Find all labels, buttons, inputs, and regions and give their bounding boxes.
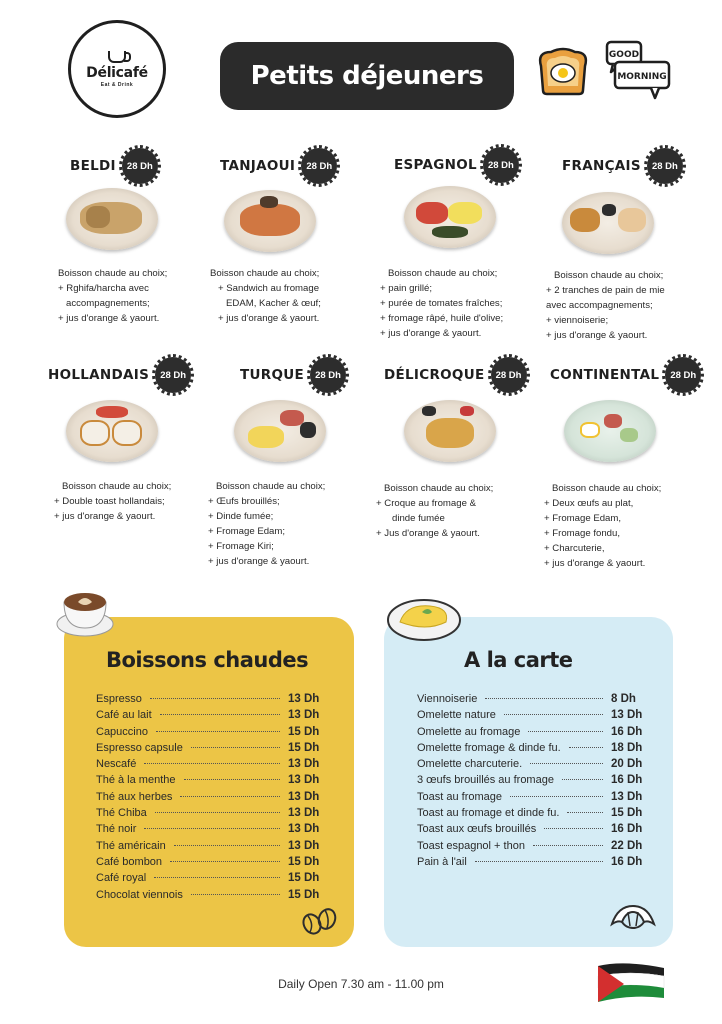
croissant-icon [608,900,658,934]
menu-item [96,872,322,888]
dotted-leader [160,714,280,715]
delicroque-plate-image [404,400,496,462]
breakfast-name: TANJAOUI [220,158,296,174]
price-badge: 28 Dh [155,357,191,393]
breakfast-delicroque [384,357,527,393]
breakfast-continental [550,357,701,393]
dotted-leader [504,714,603,715]
cappuccino-cup-icon [54,584,116,640]
breakfast-beldi [70,148,158,184]
menu-item [417,807,645,823]
dotted-leader [191,747,280,748]
breakfast-name: CONTINENTAL [550,367,660,383]
menu-item [96,840,322,856]
price-badge: 28 Dh [310,357,346,393]
menu-item [417,742,645,758]
menu-item-price: 13 Dh [288,839,320,852]
dotted-leader [544,828,603,829]
breakfast-description: Boisson chaude au choix; + Rghifa/harcha avec accompagnements; + jus d'orange & yaourt. [58,268,168,324]
menu-item [417,774,645,790]
breakfast-description: Boisson chaude au choix; + Œufs brouillés; + Dinde fumée; + Fromage Edam; + Fromage Kiri; + jus d'orange & yaourt. [208,481,326,567]
morning-text: MORNING [617,72,667,82]
menu-item-price: 15 Dh [288,855,320,868]
page-title-banner [220,42,514,110]
palestine-flag-icon [594,960,668,1006]
menu-item-price: 13 Dh [288,758,320,771]
menu-item [96,693,322,709]
menu-item [417,791,645,807]
menu-item-name: Café au lait [96,709,152,722]
price-badge: 28 Dh [647,148,683,184]
breakfast-description: Boisson chaude au choix; + Sandwich au fromage EDAM, Kacher & œuf; + jus d'orange & yaourt. [210,268,321,324]
menu-item-price: 15 Dh [288,741,320,754]
dotted-leader [530,763,603,764]
menu-item-name: Viennoiserie [417,693,478,705]
menu-item [96,791,322,807]
omelette-plate-icon [386,592,464,644]
menu-item-name: Thé Chiba [96,807,147,820]
dotted-leader [174,845,280,846]
menu-item-name: Pain à l'ail [417,855,467,868]
breakfast-francais [562,148,683,184]
opening-hours: Daily Open 7.30 am - 11.00 pm [278,977,444,991]
menu-item-price: 15 Dh [611,807,643,820]
menu-item [96,774,322,790]
menu-item-price: 15 Dh [288,725,320,738]
menu-item-name: Toast aux œufs brouillés [417,823,537,836]
menu-item [96,823,322,839]
menu-item-name: Café bombon [96,855,163,868]
menu-item-name: Thé américain [96,839,166,852]
dotted-leader [184,779,281,780]
page-title: Petits déjeuners [250,61,484,91]
good-morning-bubble-icon [605,40,671,102]
breakfast-name: BELDI [70,158,116,174]
menu-item-price: 16 Dh [611,823,643,836]
menu-item-name: Thé à la menthe [96,774,176,787]
menu-item-name: Omelette au fromage [417,725,521,738]
menu-item-name: Chocolat viennois [96,888,183,901]
menu-item-name: Café royal [96,872,147,885]
dotted-leader [567,812,603,813]
breakfast-name: DÉLICROQUE [384,367,485,383]
breakfast-name: HOLLANDAIS [48,367,150,383]
menu-item [417,726,645,742]
price-badge: 28 Dh [122,148,158,184]
menu-item-price: 13 Dh [288,709,320,722]
brand-logo [68,20,166,118]
good-text: GOOD [608,50,640,60]
menu-item-name: 3 œufs brouillés au fromage [417,774,554,787]
menu-item-name: Toast au fromage [417,790,502,803]
menu-item [417,758,645,774]
hot-drinks-title: Boissons chaudes [106,648,309,672]
menu-item-name: Capuccino [96,725,148,738]
dotted-leader [475,861,603,862]
dotted-leader [150,698,280,699]
continental-plate-image [564,400,656,462]
breakfast-hollandais [48,357,191,393]
menu-item-price: 18 Dh [611,741,643,754]
menu-item-name: Thé noir [96,823,137,836]
menu-item [417,856,645,872]
toast-egg-icon [533,46,593,98]
hot-drinks-list [96,693,322,905]
breakfast-name: FRANÇAIS [562,158,641,174]
menu-item [417,693,645,709]
menu-item-price: 13 Dh [611,709,643,722]
menu-item-name: Toast au fromage et dinde fu. [417,807,560,820]
menu-item-price: 8 Dh [611,693,636,705]
menu-item-price: 16 Dh [611,774,643,787]
menu-item [96,742,322,758]
menu-item-price: 20 Dh [611,758,643,771]
breakfast-name: TURQUE [240,367,305,383]
dotted-leader [144,828,280,829]
dotted-leader [191,894,280,895]
price-badge: 28 Dh [301,148,337,184]
menu-item-name: Omelette nature [417,709,496,722]
menu-item-name: Omelette fromage & dinde fu. [417,741,561,754]
francais-plate-image [562,192,654,254]
menu-item-name: Thé aux herbes [96,790,173,803]
menu-item [417,823,645,839]
espagnol-plate-image [404,186,496,248]
dotted-leader [569,747,603,748]
breakfast-description: Boisson chaude au choix; + Croque au fromage & dinde fumée + Jus d'orange & yaourt. [376,483,494,539]
menu-item-price: 15 Dh [288,888,320,901]
menu-item [417,840,645,856]
breakfast-description: Boisson chaude au choix; + 2 tranches de pain de mie avec accompagnements; + viennoiserie; + jus d'orange & yaourt. [546,270,665,341]
breakfast-description: Boisson chaude au choix; + Double toast hollandais; + jus d'orange & yaourt. [54,481,172,522]
dotted-leader [562,779,603,780]
menu-item-price: 13 Dh [288,693,320,705]
menu-item-price: 22 Dh [611,839,643,852]
price-badge: 28 Dh [665,357,701,393]
coffee-cup-icon [108,51,126,63]
menu-item [96,889,322,905]
menu-item-price: 15 Dh [288,872,320,885]
breakfast-description: Boisson chaude au choix; + pain grillé; + purée de tomates fraîches; + fromage râpé, huile d'olive; + jus d'orange & yaourt. [380,268,504,339]
dotted-leader [528,731,603,732]
menu-item [96,726,322,742]
menu-item-price: 13 Dh [288,774,320,787]
dotted-leader [510,796,603,797]
breakfast-description: Boisson chaude au choix; + Deux œufs au plat, + Fromage Edam, + Fromage fondu, + Charcuterie, + jus d'orange & yaourt. [544,483,662,569]
dotted-leader [144,763,280,764]
menu-item-price: 13 Dh [288,823,320,836]
dotted-leader [180,796,280,797]
menu-item [96,807,322,823]
menu-item-price: 16 Dh [611,725,643,738]
dotted-leader [533,845,603,846]
dotted-leader [485,698,603,699]
coffee-beans-icon [300,906,338,936]
brand-name: Délicafé [86,64,148,81]
price-badge: 28 Dh [491,357,527,393]
brand-tagline: Eat & Drink [100,81,134,88]
tanjaoui-plate-image [224,190,316,252]
turque-plate-image [234,400,326,462]
dotted-leader [155,812,280,813]
menu-item [96,709,322,725]
menu-item-price: 13 Dh [288,807,320,820]
dotted-leader [154,877,280,878]
menu-item-price: 13 Dh [288,790,320,803]
menu-item [96,758,322,774]
menu-item-name: Toast espagnol + thon [417,839,525,852]
breakfast-turque [240,357,346,393]
menu-item-name: Espresso [96,693,142,705]
menu-item [96,856,322,872]
dotted-leader [156,731,280,732]
breakfast-tanjaoui [220,148,337,184]
menu-item-price: 13 Dh [611,790,643,803]
beldi-plate-image [66,188,158,250]
hollandais-plate-image [66,400,158,462]
breakfast-espagnol [394,147,519,183]
menu-item-price: 16 Dh [611,855,643,868]
dotted-leader [170,861,280,862]
price-badge: 28 Dh [483,147,519,183]
menu-item [417,709,645,725]
menu-item-name: Espresso capsule [96,741,183,754]
menu-item-name: Omelette charcuterie. [417,758,523,771]
breakfast-name: ESPAGNOL [394,157,477,173]
a-la-carte-title: A la carte [464,648,573,672]
menu-item-name: Nescafé [96,758,137,771]
a-la-carte-list [417,693,645,872]
